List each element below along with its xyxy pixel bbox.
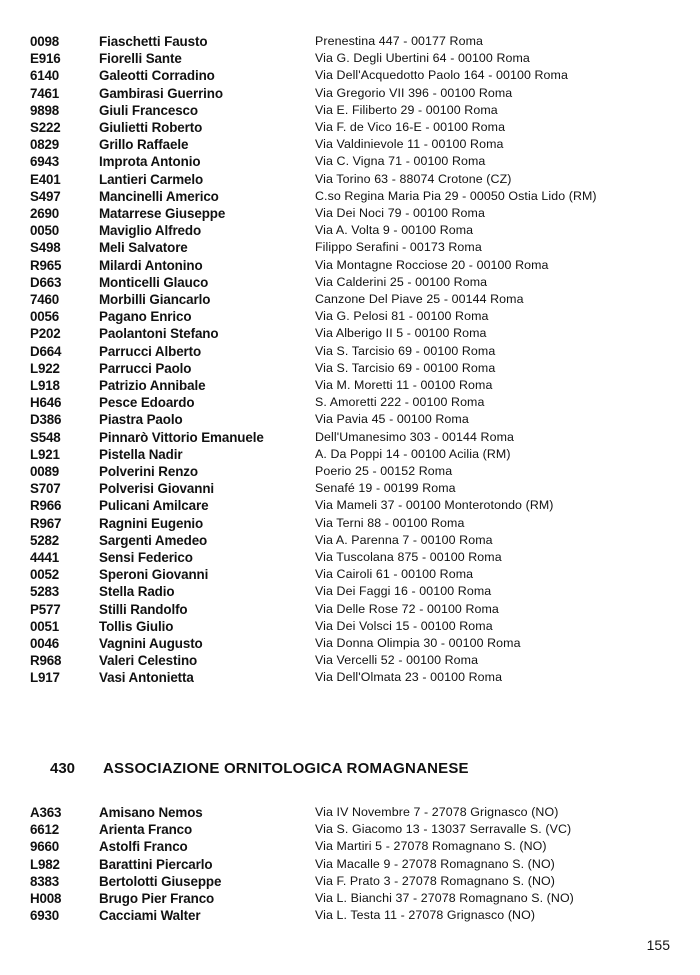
member-name: Improta Antonio <box>99 154 201 170</box>
member-address: Poerio 25 - 00152 Roma <box>315 464 453 478</box>
list-item <box>0 50 700 67</box>
member-name: Polverisi Giovanni <box>99 481 215 497</box>
member-code: E916 <box>30 51 61 67</box>
member-code: S498 <box>30 240 61 256</box>
list-item <box>0 171 700 188</box>
list-item <box>0 532 700 549</box>
list-item <box>0 411 700 428</box>
member-code: A363 <box>30 805 62 820</box>
member-code: 0046 <box>30 636 59 651</box>
member-name: Morbilli Giancarlo <box>99 292 211 307</box>
list-item <box>0 222 700 239</box>
member-address: Via G. Degli Ubertini 64 - 00100 Roma <box>315 51 530 66</box>
member-name: Bertolotti Giuseppe <box>99 873 222 889</box>
member-address: Dell'Umanesimo 303 - 00144 Roma <box>315 429 514 444</box>
member-name: Giuli Francesco <box>99 102 198 118</box>
member-address: A. Da Poppi 14 - 00100 Acilia (RM) <box>315 446 511 461</box>
member-name: Pagano Enrico <box>99 309 192 325</box>
member-code: 5282 <box>30 532 59 548</box>
list-item <box>0 804 700 821</box>
member-address: Via Montagne Rocciose 20 - 00100 Roma <box>315 257 549 272</box>
member-code: S222 <box>30 120 61 135</box>
member-code: 7460 <box>30 292 59 307</box>
page-number: 155 <box>646 937 670 953</box>
list-item <box>0 480 700 497</box>
member-code: 5283 <box>30 584 59 600</box>
member-name: Pesce Edoardo <box>99 395 195 411</box>
member-name: Pinnarò Vittorio Emanuele <box>99 429 264 445</box>
member-name: Monticelli Glauco <box>99 274 209 290</box>
member-code: D664 <box>30 343 62 359</box>
member-code: P577 <box>30 601 61 617</box>
member-name: Sensi Federico <box>99 550 193 565</box>
member-code: L921 <box>30 446 60 462</box>
list-item <box>0 856 700 873</box>
list-item <box>0 429 700 446</box>
section-number: 430 <box>50 760 76 777</box>
list-item <box>0 343 700 360</box>
member-name: Pulicani Amilcare <box>99 498 209 514</box>
member-code: R967 <box>30 515 62 531</box>
member-code: 2690 <box>30 206 59 221</box>
list-item <box>0 873 700 890</box>
list-item <box>0 497 700 514</box>
member-address: Via Gregorio VII 396 - 00100 Roma <box>315 85 513 100</box>
member-address: Via M. Moretti 11 - 00100 Roma <box>315 378 493 392</box>
member-name: Milardi Antonino <box>99 257 203 273</box>
member-name: Stella Radio <box>99 584 175 600</box>
member-code: 0829 <box>30 137 59 153</box>
member-address: Via Macalle 9 - 27078 Romagnano S. (NO) <box>315 856 555 871</box>
member-code: 0056 <box>30 309 59 325</box>
member-name: Stilli Randolfo <box>99 601 188 617</box>
member-name: Grillo Raffaele <box>99 137 189 153</box>
member-name: Amisano Nemos <box>99 805 203 820</box>
member-address: Via Calderini 25 - 00100 Roma <box>315 274 488 289</box>
list-item <box>0 274 700 291</box>
member-name: Parrucci Alberto <box>99 343 202 359</box>
member-name: Patrizio Annibale <box>99 378 206 393</box>
list-item <box>0 549 700 566</box>
member-code: 6943 <box>30 154 59 170</box>
member-address: Via Dell'Olmata 23 - 00100 Roma <box>315 670 503 685</box>
member-code: P202 <box>30 326 61 342</box>
member-code: D663 <box>30 274 62 290</box>
member-address: Via S. Tarcisio 69 - 00100 Roma <box>315 360 496 375</box>
member-name: Lantieri Carmelo <box>99 171 204 187</box>
member-address: Via Donna Olimpia 30 - 00100 Roma <box>315 636 521 650</box>
member-address: Via S. Giacomo 13 - 13037 Serravalle S. (VC) <box>315 822 572 837</box>
list-item <box>0 907 700 924</box>
list-item <box>0 257 700 274</box>
member-code: S548 <box>30 429 61 445</box>
member-code: S497 <box>30 188 61 204</box>
member-name: Fiorelli Sante <box>99 51 182 67</box>
member-code: S707 <box>30 481 61 497</box>
member-address: Via Torino 63 - 88074 Crotone (CZ) <box>315 171 512 186</box>
member-name: Tollis Giulio <box>99 618 174 634</box>
list-item <box>0 136 700 153</box>
member-code: E401 <box>30 171 61 187</box>
member-address: Via S. Tarcisio 69 - 00100 Roma <box>315 343 496 358</box>
member-code: 6612 <box>30 822 59 838</box>
list-item <box>0 291 700 308</box>
member-name: Sargenti Amedeo <box>99 532 208 548</box>
member-name: Pistella Nadir <box>99 446 183 462</box>
member-name: Astolfi Franco <box>99 839 188 855</box>
member-name: Vagnini Augusto <box>99 636 203 651</box>
list-item <box>0 635 700 652</box>
list-item <box>0 102 700 119</box>
list-item <box>0 446 700 463</box>
member-name: Valeri Celestino <box>99 653 198 669</box>
member-code: 0098 <box>30 34 59 49</box>
member-code: 0051 <box>30 618 59 634</box>
member-code: D386 <box>30 412 62 428</box>
list-item <box>0 85 700 102</box>
member-address: C.so Regina Maria Pia 29 - 00050 Ostia Lido (RM) <box>315 188 597 203</box>
list-item <box>0 188 700 205</box>
member-address: Via Martiri 5 - 27078 Romagnano S. (NO) <box>315 839 547 854</box>
member-code: L918 <box>30 378 60 393</box>
member-address: Via Cairoli 61 - 00100 Roma <box>315 567 474 582</box>
list-item <box>0 153 700 170</box>
member-name: Giulietti Roberto <box>99 120 203 135</box>
member-address: Via IV Novembre 7 - 27078 Grignasco (NO) <box>315 805 559 819</box>
member-code: H646 <box>30 395 62 411</box>
member-code: L917 <box>30 670 60 686</box>
member-code: R965 <box>30 257 62 273</box>
member-address: Via Alberigo II 5 - 00100 Roma <box>315 326 487 341</box>
list-item <box>0 669 700 686</box>
list-item <box>0 838 700 855</box>
list-item <box>0 325 700 342</box>
member-name: Cacciami Walter <box>99 908 201 924</box>
member-code: 0089 <box>30 464 59 479</box>
list-item <box>0 618 700 635</box>
member-code: L982 <box>30 856 60 872</box>
member-address: Canzone Del Piave 25 - 00144 Roma <box>315 292 524 306</box>
member-address: Via Tuscolana 875 - 00100 Roma <box>315 550 502 564</box>
member-address: Via F. Prato 3 - 27078 Romagnano S. (NO) <box>315 873 556 888</box>
member-address: Via Dei Noci 79 - 00100 Roma <box>315 206 485 220</box>
member-address: Via L. Bianchi 37 - 27078 Romagnano S. (NO) <box>315 891 574 905</box>
member-code: R968 <box>30 653 62 669</box>
member-address: Via C. Vigna 71 - 00100 Roma <box>315 154 486 169</box>
list-item <box>0 463 700 480</box>
member-name: Fiaschetti Fausto <box>99 34 208 49</box>
member-address: Prenestina 447 - 00177 Roma <box>315 34 484 48</box>
member-name: Piastra Paolo <box>99 412 183 428</box>
member-name: Polverini Renzo <box>99 464 198 479</box>
member-name: Arienta Franco <box>99 822 193 838</box>
member-address: Via Delle Rose 72 - 00100 Roma <box>315 601 499 616</box>
member-address: Via Dei Faggi 16 - 00100 Roma <box>315 584 492 599</box>
member-address: Via A. Parenna 7 - 00100 Roma <box>315 532 493 547</box>
member-address: Via F. de Vico 16-E - 00100 Roma <box>315 120 506 134</box>
member-name: Maviglio Alfredo <box>99 223 202 239</box>
list-item <box>0 394 700 411</box>
list-item <box>0 890 700 907</box>
member-address: Filippo Serafini - 00173 Roma <box>315 240 482 255</box>
member-address: Via Pavia 45 - 00100 Roma <box>315 412 469 427</box>
list-item <box>0 515 700 532</box>
member-code: 6930 <box>30 908 59 924</box>
member-name: Ragnini Eugenio <box>99 515 204 531</box>
member-address: Via Mameli 37 - 00100 Monterotondo (RM) <box>315 498 554 513</box>
list-item <box>0 67 700 84</box>
member-name: Brugo Pier Franco <box>99 891 215 906</box>
section-heading <box>0 759 700 779</box>
member-name: Mancinelli Americo <box>99 188 219 204</box>
member-code: 9660 <box>30 839 59 855</box>
list-item <box>0 119 700 136</box>
member-code: 0052 <box>30 567 59 583</box>
member-address: Via A. Volta 9 - 00100 Roma <box>315 223 474 238</box>
member-address: Via Dei Volsci 15 - 00100 Roma <box>315 618 493 633</box>
member-address: Via Dell'Acquedotto Paolo 164 - 00100 Roma <box>315 68 568 83</box>
member-address: Via Valdinievole 11 - 00100 Roma <box>315 137 504 152</box>
member-name: Gambirasi Guerrino <box>99 85 223 101</box>
member-address: Via E. Filiberto 29 - 00100 Roma <box>315 102 498 117</box>
member-code: 9898 <box>30 102 59 118</box>
list-item <box>0 239 700 256</box>
list-item <box>0 308 700 325</box>
member-code: 7461 <box>30 85 59 101</box>
list-item <box>0 821 700 838</box>
member-address: Via G. Pelosi 81 - 00100 Roma <box>315 309 489 324</box>
member-code: R966 <box>30 498 62 514</box>
list-item <box>0 377 700 394</box>
list-item <box>0 583 700 600</box>
member-address: Via L. Testa 11 - 27078 Grignasco (NO) <box>315 908 536 923</box>
list-item <box>0 33 700 50</box>
member-address: S. Amoretti 222 - 00100 Roma <box>315 395 485 410</box>
member-name: Speroni Giovanni <box>99 567 209 583</box>
list-item <box>0 205 700 222</box>
member-address: Via Terni 88 - 00100 Roma <box>315 515 465 530</box>
list-item <box>0 652 700 669</box>
list-item <box>0 601 700 618</box>
member-name: Barattini Piercarlo <box>99 856 213 872</box>
member-code: H008 <box>30 891 62 906</box>
member-code: 8383 <box>30 873 59 889</box>
section-title: ASSOCIAZIONE ORNITOLOGICA ROMAGNANESE <box>103 760 469 777</box>
member-address: Senafé 19 - 00199 Roma <box>315 481 456 496</box>
member-name: Galeotti Corradino <box>99 68 215 84</box>
member-address: Via Vercelli 52 - 00100 Roma <box>315 653 479 668</box>
member-name: Meli Salvatore <box>99 240 188 256</box>
member-code: L922 <box>30 360 60 376</box>
member-name: Vasi Antonietta <box>99 670 194 686</box>
member-name: Parrucci Paolo <box>99 360 192 376</box>
member-code: 4441 <box>30 550 59 565</box>
member-name: Paolantoni Stefano <box>99 326 219 342</box>
member-code: 6140 <box>30 68 59 84</box>
list-item <box>0 360 700 377</box>
member-code: 0050 <box>30 223 59 239</box>
member-name: Matarrese Giuseppe <box>99 206 226 221</box>
list-item <box>0 566 700 583</box>
